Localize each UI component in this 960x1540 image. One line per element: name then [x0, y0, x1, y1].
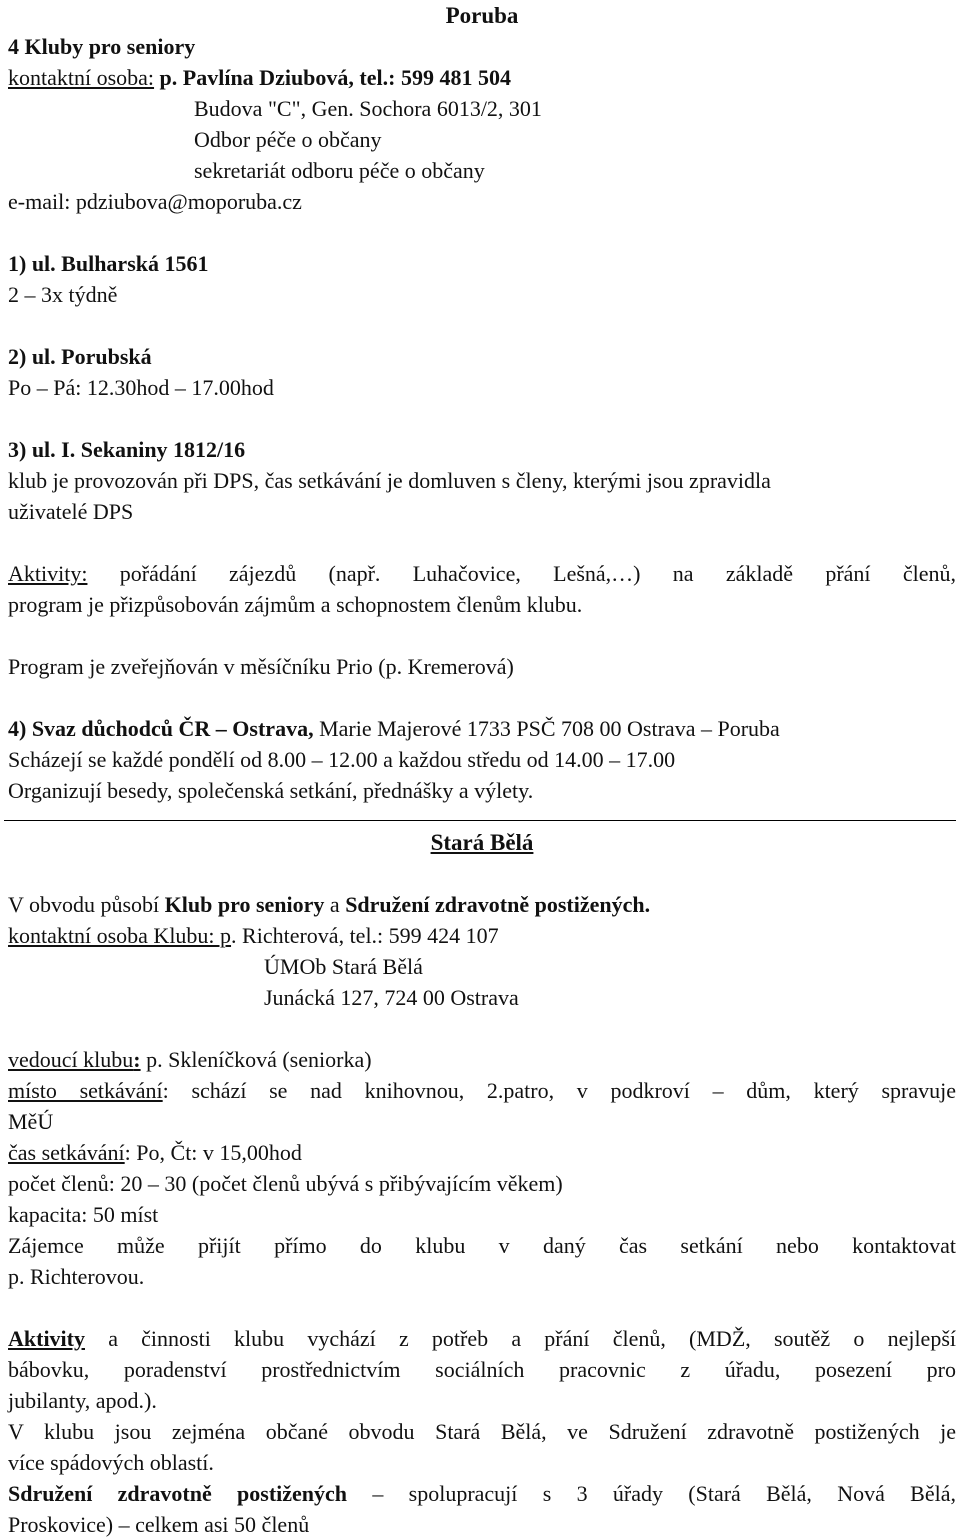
club2-text: Po – Pá: 12.30hod – 17.00hod [8, 375, 274, 400]
place-value-2: MěÚ [8, 1109, 54, 1134]
email-line [8, 186, 956, 217]
interest-text-2: p. Richterovou. [8, 1264, 145, 1289]
intro-text-2: a [324, 892, 346, 917]
contact-line [8, 62, 956, 93]
leader-colon: : [133, 1047, 141, 1072]
contact-value: p. Pavlína Dziubová, tel.: 599 481 504 [154, 65, 511, 90]
sb-address-1: ÚMOb Stará Bělá [264, 954, 423, 979]
sb-address-2: Junácká 127, 724 00 Ostrava [264, 985, 519, 1010]
place-line [8, 1075, 956, 1106]
address-line-2: Odbor péče o občany [194, 127, 382, 152]
activities-text-1: pořádání zájezdů (např. Luhačovice, Lešná,…) na základě přání členů, [87, 561, 956, 586]
section-title-stara-bela: Stará Bělá [430, 830, 534, 855]
time-value: : Po, Čt: v 15,00hod [124, 1140, 302, 1165]
program-text: Program je zveřejňován v měsíčníku Prio (p. Kremerová) [8, 654, 514, 679]
club3-title: 3) ul. I. Sekaniny 1812/16 [8, 437, 246, 462]
club2-title: 2) ul. Porubská [8, 344, 152, 369]
assoc-text-2: Proskovice) – celkem asi 50 členů [8, 1512, 310, 1537]
club4-line [8, 713, 956, 744]
club4-text-1: Scházejí se každé pondělí od 8.00 – 12.00 a každou středu od 14.00 – 17.00 [8, 747, 676, 772]
intro-line [8, 889, 956, 920]
club1-text: 2 – 3x týdně [8, 282, 118, 307]
section-divider [4, 820, 956, 821]
time-line [8, 1137, 956, 1168]
club1-title: 1) ul. Bulharská 1561 [8, 251, 209, 276]
activities-line-1 [8, 558, 956, 589]
sb-contact-line [8, 920, 956, 951]
club4-address: Marie Majerové 1733 PSČ 708 00 Ostrava – Poruba [313, 716, 780, 741]
club3-text-1: klub je provozován při DPS, čas setkávání je domluven s členy, kterými jsou zpravidla [8, 468, 771, 493]
assoc-line [8, 1478, 956, 1509]
place-value-1: : schází se nad knihovnou, 2.patro, v podkroví – dům, který spravuje [162, 1078, 956, 1103]
members-text: počet členů: 20 – 30 (počet členů ubývá s přibývajícím věkem) [8, 1171, 563, 1196]
club4-text-2: Organizují besedy, společenská setkání, přednášky a výlety. [8, 778, 534, 803]
sb-activities-text-2: bábovku, poradenství prostřednictvím sociálních pracovnic z úřadu, posezení pro [8, 1357, 956, 1382]
email-label: e-mail: [8, 189, 71, 214]
sb-activities-label: Aktivity [8, 1326, 85, 1351]
leader-line [8, 1044, 956, 1075]
sb-activities-text-3: jubilanty, apod.). [8, 1388, 157, 1413]
sb-activities-text-1: a činnosti klubu vychází z potřeb a přání členů, (MDŽ, soutěž o nejlepší [85, 1326, 956, 1351]
section-title-poruba: Poruba [445, 3, 519, 28]
email-value: pdziubova@moporuba.cz [70, 189, 302, 214]
assoc-label: Sdružení zdravotně postižených [8, 1481, 348, 1506]
activities-label: Aktivity: [8, 561, 88, 586]
leader-label: vedoucí klubu [8, 1047, 134, 1072]
intro-text-1: V obvodu působí [8, 892, 165, 917]
membership-text-1: V klubu jsou zejména občané obvodu Stará Bělá, ve Sdružení zdravotně postižených je [8, 1419, 956, 1444]
sb-contact-label: kontaktní osoba Klubu: p [8, 923, 232, 948]
capacity-text: kapacita: 50 míst [8, 1202, 159, 1227]
club4-title: 4) Svaz důchodců ČR – Ostrava, [8, 716, 314, 741]
address-line-1: Budova "C", Gen. Sochora 6013/2, 301 [194, 96, 542, 121]
place-label: místo setkávání [8, 1078, 163, 1103]
time-label: čas setkávání [8, 1140, 125, 1165]
membership-text-2: více spádových oblastí. [8, 1450, 214, 1475]
sb-activities-line-1 [8, 1323, 956, 1354]
assoc-text-1: – spolupracují s 3 úřady (Stará Bělá, Nová Bělá, [347, 1481, 956, 1506]
intro-club: Klub pro seniory [164, 892, 325, 917]
address-line-3: sekretariát odboru péče o občany [194, 158, 485, 183]
contact-label: kontaktní osoba: [8, 65, 155, 90]
intro-assoc: Sdružení zdravotně postižených. [345, 892, 651, 917]
interest-text-1: Zájemce může přijít přímo do klubu v daný čas setkání nebo kontaktovat [8, 1233, 956, 1258]
document-page [8, 0, 956, 1540]
sb-contact-value: . Richterová, tel.: 599 424 107 [231, 923, 499, 948]
club3-text-2: uživatelé DPS [8, 499, 134, 524]
clubs-heading: 4 Kluby pro seniory [8, 34, 196, 59]
activities-line-2: program je přizpůsobován zájmům a schopnostem členům klubu. [8, 592, 583, 617]
leader-value: p. Skleníčková (seniorka) [140, 1047, 372, 1072]
